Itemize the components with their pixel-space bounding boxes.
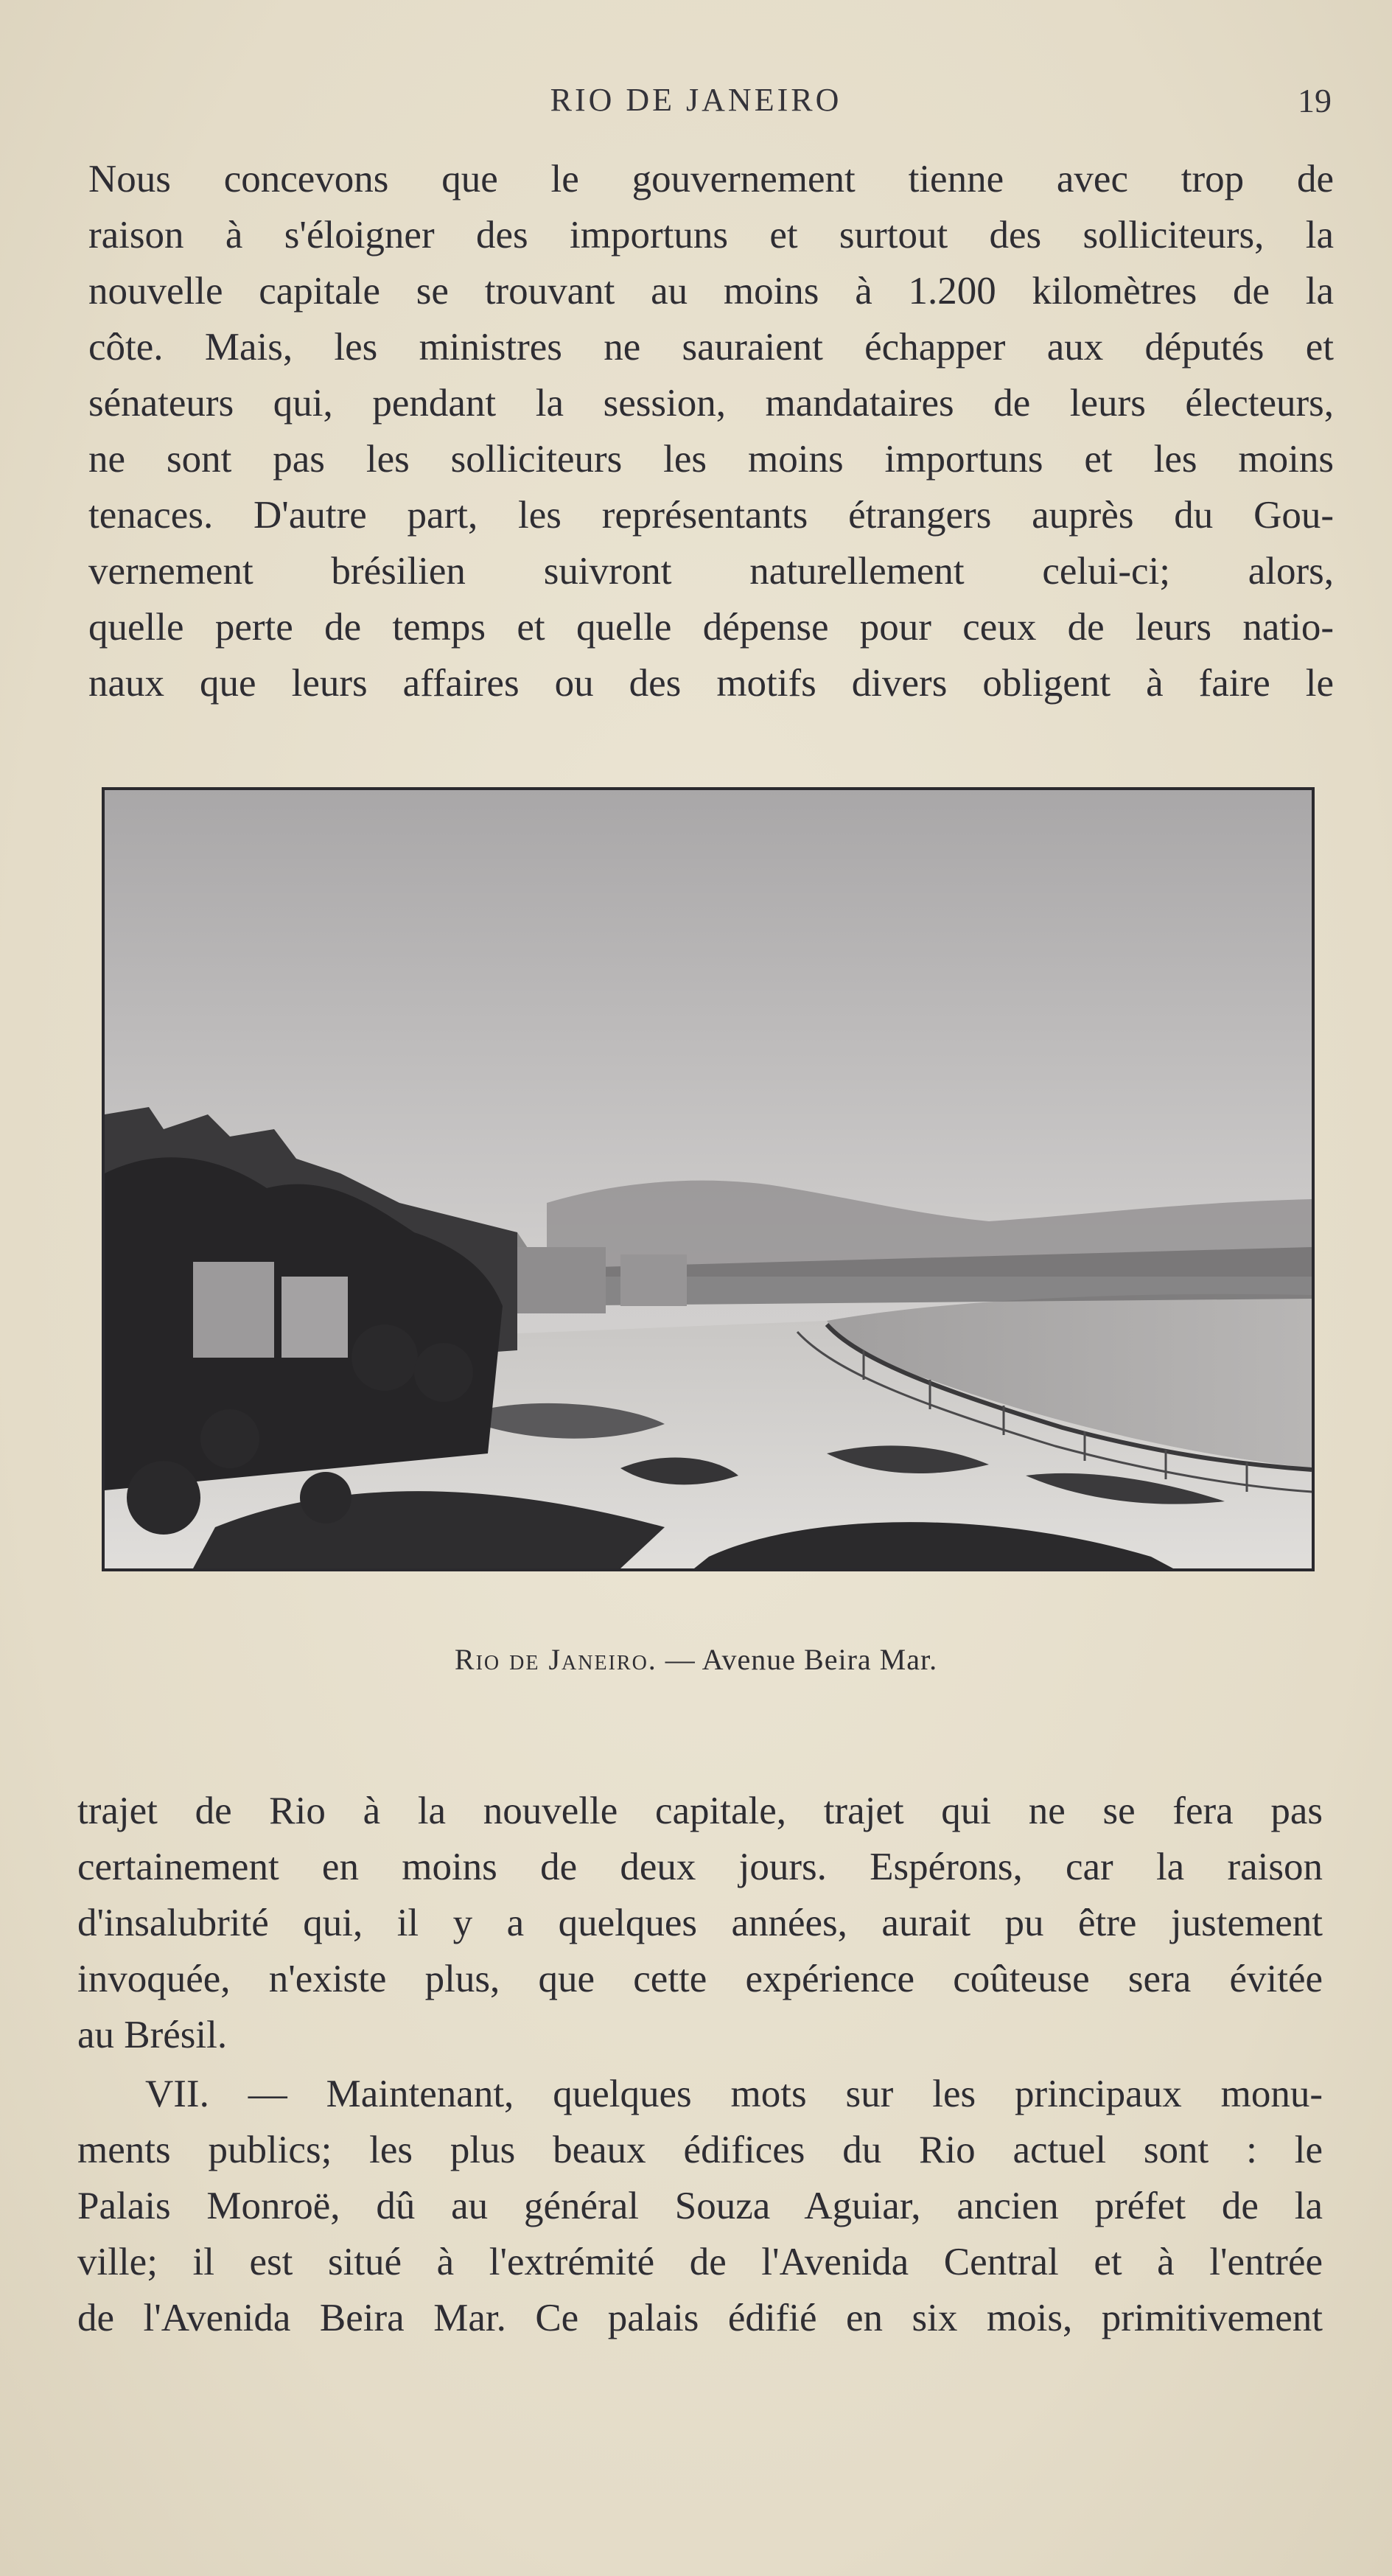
paragraph-3: [77, 2066, 1323, 2346]
text-line: quelle perte de temps et quelle dépense pour ceux de leurs natio-: [88, 606, 1334, 649]
text-line: au Brésil.: [77, 2014, 228, 2056]
text-line: côte. Mais, les ministres ne sauraient échapper aux députés et: [88, 326, 1334, 369]
caption-place: Rio de Janeiro.: [454, 1643, 657, 1676]
text-line: trajet de Rio à la nouvelle capitale, trajet qui ne se fera pas: [77, 1790, 1323, 1832]
text-line: invoquée, n'existe plus, que cette expérience coûteuse sera évitée: [77, 1958, 1323, 2000]
text-line: naux que leurs affaires ou des motifs divers obligent à faire le: [88, 662, 1334, 705]
text-line: Palais Monroë, dû au général Souza Aguiar, ancien préfet de la: [77, 2185, 1323, 2227]
text-line: sénateurs qui, pendant la session, mandataires de leurs électeurs,: [88, 382, 1334, 425]
paragraph-2: [77, 1783, 1323, 2063]
text-line: raison à s'éloigner des importuns et surtout des solliciteurs, la: [88, 214, 1334, 256]
photo-avenue-beira-mar: [102, 787, 1315, 1571]
text-line: d'insalubrité qui, il y a quelques années, aurait pu être justement: [77, 1902, 1323, 1944]
text-line: nouvelle capitale se trouvant au moins à 1.200 kilomètres de la: [88, 270, 1334, 313]
photo-illustration: [105, 790, 1312, 1568]
text-line: ville; il est situé à l'extrémité de l'Avenida Central et à l'entrée: [77, 2241, 1323, 2283]
running-title: RIO DE JANEIRO: [550, 82, 842, 118]
running-head: [0, 81, 1392, 125]
text-line: de l'Avenida Beira Mar. Ce palais édifié en six mois, primitivement: [77, 2297, 1323, 2339]
page-number: 19: [1298, 82, 1332, 119]
caption-title: — Avenue Beira Mar.: [657, 1643, 938, 1676]
text-line: vernement brésilien suivront naturellement celui-ci; alors,: [88, 550, 1334, 593]
figure-caption: [0, 1642, 1392, 1677]
text-line: tenaces. D'autre part, les représentants étrangers auprès du Gou-: [88, 494, 1334, 537]
text-line: certainement en moins de deux jours. Espérons, car la raison: [77, 1846, 1323, 1888]
text-line: Nous concevons que le gouvernement tienne avec trop de: [88, 158, 1334, 200]
text-line: ne sont pas les solliciteurs les moins importuns et les moins: [88, 438, 1334, 481]
text-line: VII. — Maintenant, quelques mots sur les principaux monu-: [145, 2073, 1323, 2115]
paragraph-1: [88, 151, 1334, 711]
text-line: ments publics; les plus beaux édifices du Rio actuel sont : le: [77, 2129, 1323, 2171]
